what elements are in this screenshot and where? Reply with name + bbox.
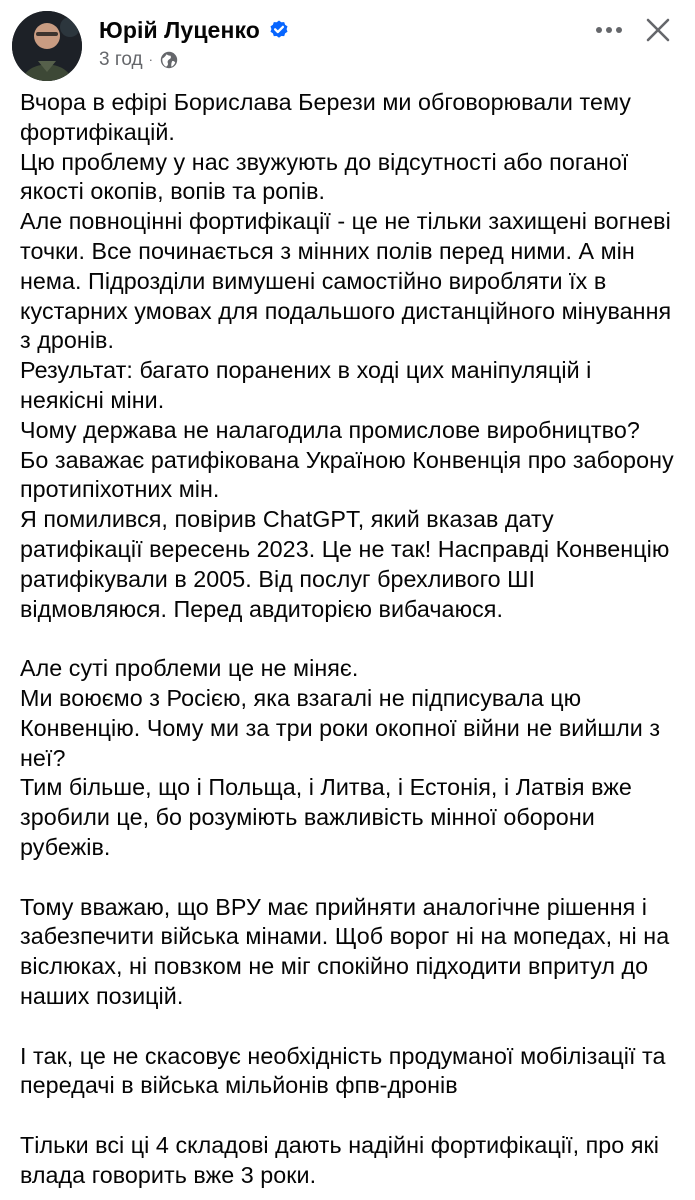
globe-icon	[159, 50, 179, 70]
post-paragraph: І так, це не скасовує необхідність продуманої мобілізації та передачі в війська мільйонів фпв-дронів	[20, 1042, 666, 1099]
verified-badge-icon	[268, 19, 290, 41]
post-meta	[99, 48, 179, 72]
post-text	[20, 88, 680, 1190]
post-paragraph: Тільки всі ці 4 складові дають надійні фортифікації, про які влада говорить вже 3 роки.	[20, 1131, 659, 1188]
post-paragraph: Але суті проблеми це не міняє. Ми воюємо з Росією, яка взагалі не підписувала цю Конвенцію. Чому ми за три роки окопної війни не вийшли з неї? Тим більше, що і Польща, і Литва, і Естонія, і Латвія вже зробили це, бо розуміють важливість мінної оборони рубежів.	[20, 655, 661, 860]
post-paragraph: Тому вважаю, що ВРУ має прийняти аналогічне рішення і забезпечити війська мінами. Щоб ворог ні на мопедах, ні на віслюках, ні повзком не міг спокійно підходити впритул до наших позицій.	[20, 893, 670, 1009]
close-button[interactable]	[638, 12, 678, 48]
author-row	[99, 16, 290, 44]
author-avatar[interactable]	[12, 11, 82, 81]
post-header	[0, 0, 695, 90]
paragraph-gap	[20, 1101, 680, 1131]
more-options-button[interactable]	[589, 12, 629, 48]
meta-separator: ·	[148, 52, 153, 67]
post-time[interactable]: 3 год	[99, 49, 143, 70]
paragraph-gap	[20, 624, 680, 654]
close-icon	[645, 17, 671, 43]
paragraph-gap	[20, 1012, 680, 1042]
author-name[interactable]: Юрій Луценко	[99, 17, 260, 43]
avatar-image	[12, 11, 82, 81]
more-dots-icon	[596, 27, 622, 33]
post-paragraph: Вчора в ефірі Бориcлава Берези ми обговорювали тему фортифікацій. Цю проблему у нас звужують до відсутності або поганої якості окопів, вопів та ропів. Але повноцінні фортифікації - це не тільки захищені вогневі точки. Все починається з мінних полів перед ними. А мін нема. Підрозділи вимушені самостійно виробляти їх в кустарних умовах для подальшого дистанційного мінування з дронів. Результат: багато поранених в ході цих маніпуляцій і неякісні міни. Чому держава не налагодила промислове виробництво? Бо заважає ратифікована Україною Конвенція про заборону протипіхотних мін. Я помилився, повірив ChatGPT, який вказав дату ратифікації вересень 2023. Це не так! Насправді Конвенцію ратифікували в 2005. Від послуг брехливого ШІ відмовляюся. Перед авдиторією вибачаюся.	[20, 89, 674, 622]
paragraph-gap	[20, 863, 680, 893]
